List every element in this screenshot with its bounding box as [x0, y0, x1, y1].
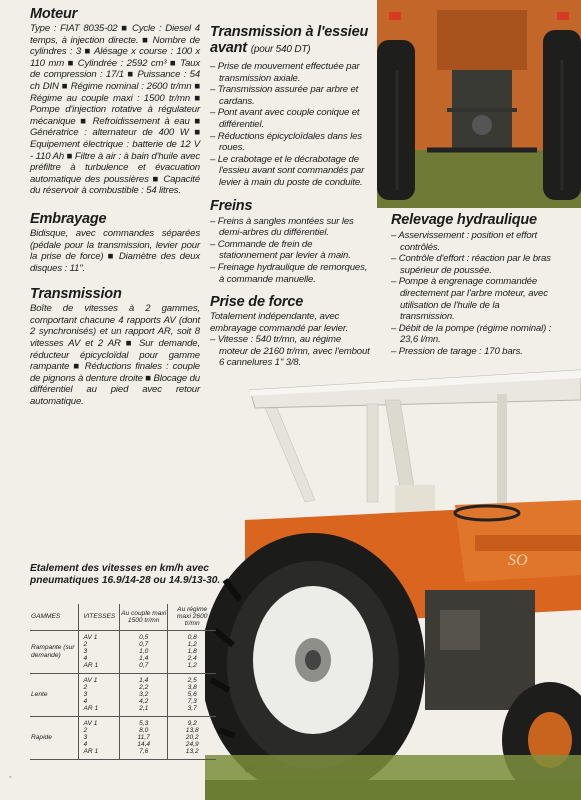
cell-vitesses-value: 4 [83, 655, 88, 663]
relevage-item [391, 230, 553, 253]
section-relevage [391, 212, 553, 358]
cell-regime-value: 1,8 [187, 648, 197, 656]
bullet-dash: – [391, 276, 399, 288]
cell-couple-value: 4,2 [139, 698, 149, 706]
essieu-item-text: Prise de mouvement effectuée par transmission axiale. [217, 61, 360, 84]
cell-vitesses-value: AR 1 [83, 662, 99, 670]
table-row [30, 673, 216, 716]
essieu-item-text: Le crabotage et le décrabotage de l'essieu avant sont commandés par levier à main du poste de conduite. [217, 153, 365, 188]
relevage-item-text: Pression de tarage : 170 bars. [398, 345, 523, 357]
relevage-item-text: Pompe à engrenage commandée directement par l'arbre moteur, avec utilisation de l'huile de la transmission. [398, 276, 548, 323]
cell-vitesses-value: AV 1 [83, 676, 98, 684]
cell-regime-value: 13,2 [185, 748, 199, 756]
bullet-dash: – [210, 215, 218, 227]
cell-couple-value: 0,7 [139, 662, 149, 670]
heading-essieu [210, 24, 372, 58]
freins-item-text: Freinage hydraulique de remorques, à commande manuelle. [217, 261, 368, 285]
list-freins [210, 216, 372, 286]
bullet-dash: – [210, 130, 218, 142]
cell-regime-value: 1,2 [187, 640, 197, 648]
section-prise-force [210, 294, 372, 369]
speed-table-title: Etalement des vitesses en km/h avec pneumatiques 16.9/14-28 ou 14.9/13-30. [30, 563, 221, 586]
photo-tractor-main [205, 360, 581, 800]
heading-moteur: Moteur [30, 6, 78, 22]
table-row [30, 630, 216, 673]
bullet-dash: – [391, 230, 399, 241]
middle-column [210, 24, 372, 378]
cell-gamme: Rampante (sur demande) [30, 630, 79, 673]
text-prise-force: Totalement indépendante, avec embrayage commandé par levier. [210, 311, 349, 334]
essieu-item [210, 84, 372, 107]
cell-regime [168, 716, 216, 759]
cell-couple-value: 0,5 [139, 633, 149, 641]
freins-item [210, 216, 372, 239]
cell-gamme: Lente [30, 673, 79, 716]
cell-couple-value: 14,4 [137, 741, 151, 749]
bullet-dash: – [210, 61, 218, 72]
cell-gamme: Rapide [30, 716, 79, 759]
essieu-item [210, 61, 372, 84]
text-transmission: Boîte de vitesses à 2 gammes, comportant chacune 4 rapports AV (dont 2 synchronisés) et un rapport AR, soit 8 vitesses AV et 2 AR ■ Sur demande, réducteur épicycloïdal pour gamme rampante ■ Réductions finales : couple de pignons à denture droite ■ Blocage du différentiel au pied avec retour automatique. [30, 303, 200, 408]
header-regime: Au régime maxi 2600 tr/mn [168, 604, 216, 630]
heading-embrayage: Embrayage [30, 210, 107, 227]
cell-couple-value: 5,3 [139, 719, 149, 727]
cell-vitesses-value: AV 1 [83, 719, 98, 727]
header-couple: Au couple maxi 1500 tr/mn [119, 604, 167, 630]
text-embrayage: Bidisque, avec commandes séparées (pédale pour la transmission, levier pour la prise de force) ■ Diamètre des deux disques : 11". [30, 227, 200, 274]
bullet-dash: – [210, 238, 218, 250]
section-embrayage [30, 211, 200, 274]
cell-regime-value: 13,8 [185, 726, 199, 734]
cell-vitesses-value: 2 [83, 683, 88, 691]
cell-couple-value: 11,7 [137, 734, 150, 742]
essieu-item [210, 107, 372, 130]
cell-vitesses-value: AR 1 [83, 748, 99, 756]
tractor-main-illustration [205, 360, 581, 800]
cell-vitesses-value: 3 [83, 691, 88, 699]
cell-couple-value: 7,6 [139, 748, 149, 756]
text-moteur: Type : FIAT 8035-02 ■ Cycle : Diesel 4 temps, à injection directe. ■ Nombre de cylindres : 3 ■ Alésage x course : 100 x 110 mm ■ Cylindrée : 2592 cm³ ■ Taux de compression : 17/1 ■ Puissance : 54 ch DIN ■ Régime nominal : 2600 tr/mn ■ Régime au couple maxi : 1500 tr/mn ■ Pompe d'injection rotative à régulateur mécanique ■ Refroidissement à eau ■ Génératrice : alternateur de 400 W ■ Equipement électrique : batterie de 12 V - 110 Ah ■ Filtre à air : à bain d'huile avec préfiltre à turbulence et évacuation automatique des poussières ■ Capacité du réservoir à combustible : 54 litres. [30, 23, 200, 197]
bullet-dash: – [210, 107, 218, 119]
cell-regime-value: 1,2 [187, 662, 197, 670]
bullet-dash: – [391, 322, 399, 334]
freins-item-text: Freins à sangles montées sur les demi-arbres du différentiel. [217, 215, 354, 239]
left-column [30, 6, 200, 417]
cell-vitesses-value: 4 [83, 698, 88, 706]
cell-regime-value: 9,2 [187, 719, 197, 727]
right-column [391, 212, 553, 367]
cell-vitesses-value: 3 [83, 648, 88, 656]
cell-regime-value: 20,2 [185, 734, 199, 742]
relevage-item [391, 323, 553, 346]
section-essieu [210, 24, 372, 189]
cell-couple [119, 630, 167, 673]
cell-vitesses-value: 4 [83, 741, 88, 749]
freins-item-text: Commande de frein de stationnement par levier à main. [217, 238, 351, 262]
speed-table-body [30, 630, 216, 759]
bullet-dash: – [210, 261, 218, 273]
cell-vitesses [79, 716, 119, 759]
relevage-item [391, 253, 553, 276]
cell-couple-value: 1,4 [139, 655, 149, 663]
relevage-item-text: Contrôle d'effort : réaction par le bras supérieur de poussée. [398, 253, 551, 276]
cell-regime-value: 5,6 [187, 691, 197, 699]
freins-item [210, 239, 372, 262]
cell-couple-value: 1,0 [139, 648, 149, 656]
bullet-dash: – [210, 84, 218, 96]
header-vitesses: VITESSES [79, 604, 119, 630]
cell-vitesses [79, 630, 119, 673]
speed-table [30, 604, 216, 760]
section-freins [210, 198, 372, 286]
heading-essieu-line2: avant [210, 40, 247, 56]
cell-vitesses [79, 673, 119, 716]
table-row [30, 716, 216, 759]
cell-vitesses-value: AR 1 [83, 705, 99, 713]
list-essieu [210, 61, 372, 189]
cell-regime [168, 673, 216, 716]
cell-regime-value: 7,3 [187, 698, 197, 706]
cell-regime-value: 3,8 [187, 683, 197, 691]
essieu-item-text: Transmission assurée par arbre et cardans. [217, 84, 359, 107]
cell-regime-value: 0,8 [187, 633, 197, 641]
essieu-item [210, 154, 372, 189]
cell-couple-value: 3,2 [139, 691, 149, 699]
heading-essieu-line1: Transmission à l'essieu [210, 24, 369, 40]
cell-vitesses-value: 3 [83, 734, 88, 742]
cell-vitesses-value: AV 1 [83, 633, 98, 641]
header-gammes: GAMMES [30, 604, 79, 630]
photo-tractor-rear [377, 0, 581, 208]
heading-transmission: Transmission [30, 286, 122, 303]
heading-prise-force: Prise de force [210, 294, 304, 311]
relevage-item [391, 276, 553, 322]
list-relevage [391, 230, 553, 358]
cell-regime-value: 2,5 [187, 676, 197, 684]
heading-relevage: Relevage hydraulique [391, 212, 537, 228]
cell-couple-value: 1,4 [139, 676, 149, 684]
freins-item [210, 262, 372, 285]
heading-freins: Freins [210, 197, 253, 214]
relevage-item [391, 346, 553, 358]
section-moteur [30, 6, 200, 197]
cell-regime [168, 630, 216, 673]
essieu-item-text: Réductions épicycloïdales dans les roues. [217, 130, 362, 154]
cell-couple-value: 8,0 [139, 726, 149, 734]
bullet-dash: – [391, 345, 399, 357]
cell-regime-value: 2,4 [187, 655, 197, 663]
cell-couple [119, 716, 167, 759]
cell-vitesses-value: 2 [83, 640, 88, 648]
bullet-dash: – [391, 253, 399, 265]
prise-force-item-text: Vitesse : 540 tr/mn, au régime moteur de 2160 tr/mn, avec l'embout 6 cannelures 1" 3/8. [217, 334, 370, 369]
page-mark: ◦ [9, 774, 12, 781]
cell-vitesses-value: 2 [83, 726, 88, 734]
section-transmission [30, 286, 200, 407]
cell-couple-value: 0,7 [139, 640, 149, 648]
bullet-dash: – [210, 153, 218, 165]
cell-regime-value: 3,7 [187, 705, 197, 713]
relevage-item-text: Asservissement : position et effort contrôlés. [398, 230, 538, 253]
bullet-dash: – [210, 334, 218, 346]
table-header-row [30, 604, 216, 630]
brand-text: SO [508, 552, 528, 569]
cell-couple [119, 673, 167, 716]
cell-couple-value: 2,2 [139, 683, 149, 691]
cell-regime-value: 24,9 [185, 741, 199, 749]
relevage-item-text: Débit de la pompe (régime nominal) : 23,6 l/mn. [398, 322, 552, 346]
subtitle-essieu: (pour 540 DT) [250, 44, 311, 55]
essieu-item [210, 131, 372, 154]
cell-couple-value: 2,1 [139, 705, 149, 713]
tractor-rear-illustration [377, 0, 581, 208]
essieu-item-text: Pont avant avec couple conique et différentiel. [217, 107, 360, 130]
